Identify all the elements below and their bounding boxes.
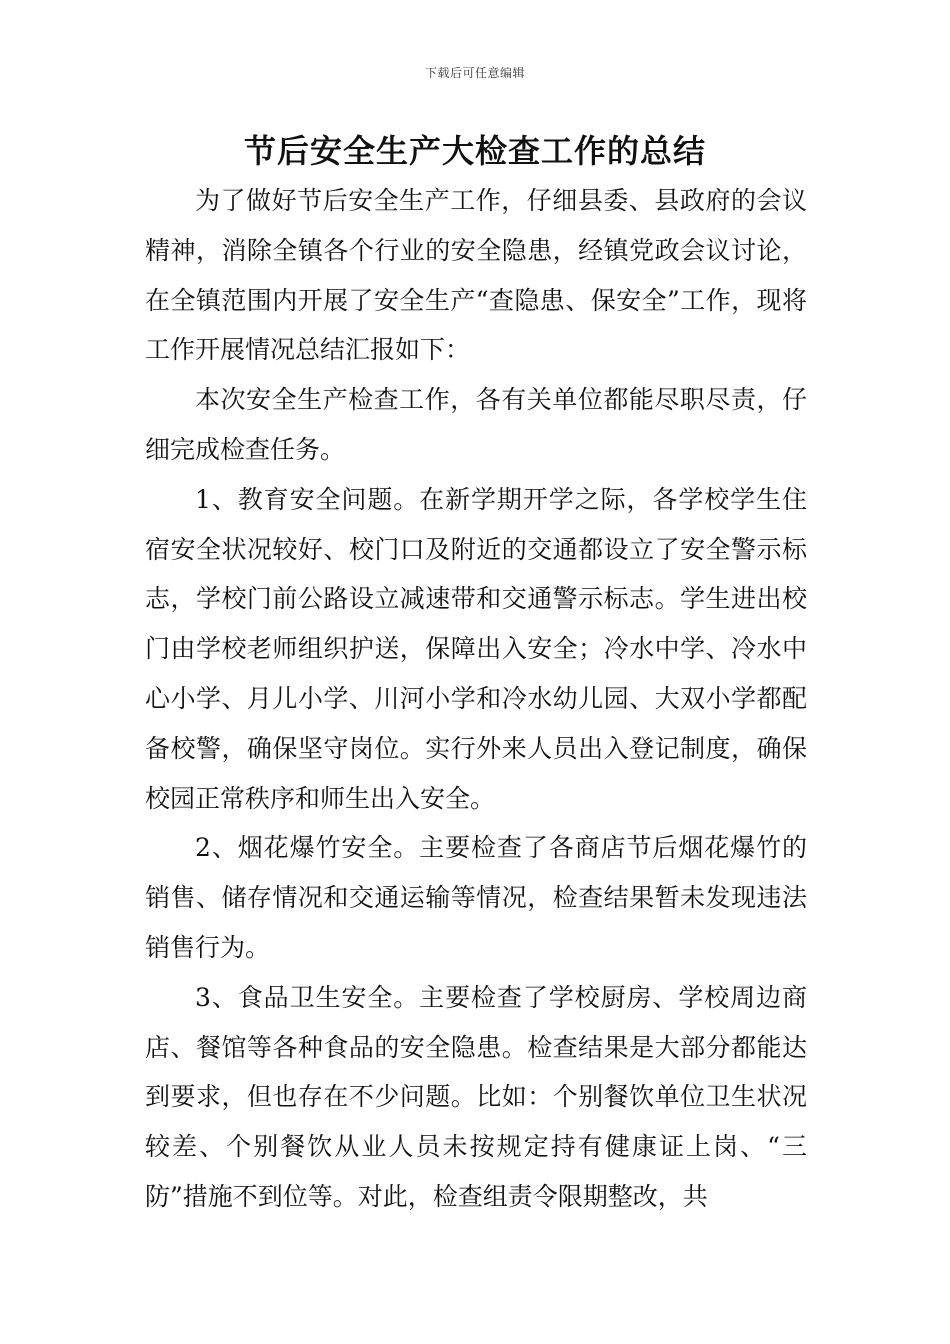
document-body xyxy=(145,176,807,1222)
paragraph-intro: 为了做好节后安全生产工作，仔细县委、县政府的会议精神，消除全镇各个行业的安全隐患，经镇党政会议讨论，在全镇范围内开展了安全生产“查隐患、保安全”工作，现将工作开展情况总结汇报如下： xyxy=(145,186,807,365)
paragraph-education-safety: 1、教育安全问题。在新学期开学之际，各学校学生住宿安全状况较好、校门口及附近的交通都设立了安全警示标志，学校门前公路设立减速带和交通警示标志。学生进出校门由学校老师组织护送，保障出入安全；冷水中学、冷水中心小学、月儿小学、川河小学和冷水幼儿园、大双小学都配备校警，确保坚守岗位。实行外来人员出入登记制度，确保校园正常秩序和师生出入安全。 xyxy=(145,484,807,813)
header-note: 下载后可任意编辑 xyxy=(424,66,525,80)
paragraph-fireworks-safety: 2、烟花爆竹安全。主要检查了各商店节后烟花爆竹的销售、储存情况和交通运输等情况，检查结果暂未发现违法销售行为。 xyxy=(145,833,807,962)
document-title: 节后安全生产大检查工作的总结 xyxy=(243,132,706,170)
paragraph-summary: 本次安全生产检查工作，各有关单位都能尽职尽责，仔细完成检查任务。 xyxy=(145,385,807,464)
paragraph-food-safety: 3、食品卫生安全。主要检查了学校厨房、学校周边商店、餐馆等各种食品的安全隐患。检查结果是大部分都能达到要求，但也存在不少问题。比如：个别餐饮单位卫生状况较差、个别餐饮从业人员未按规定持有健康证上岗、“三防”措施不到位等。对此，检查组责令限期整改，共 xyxy=(145,982,807,1211)
